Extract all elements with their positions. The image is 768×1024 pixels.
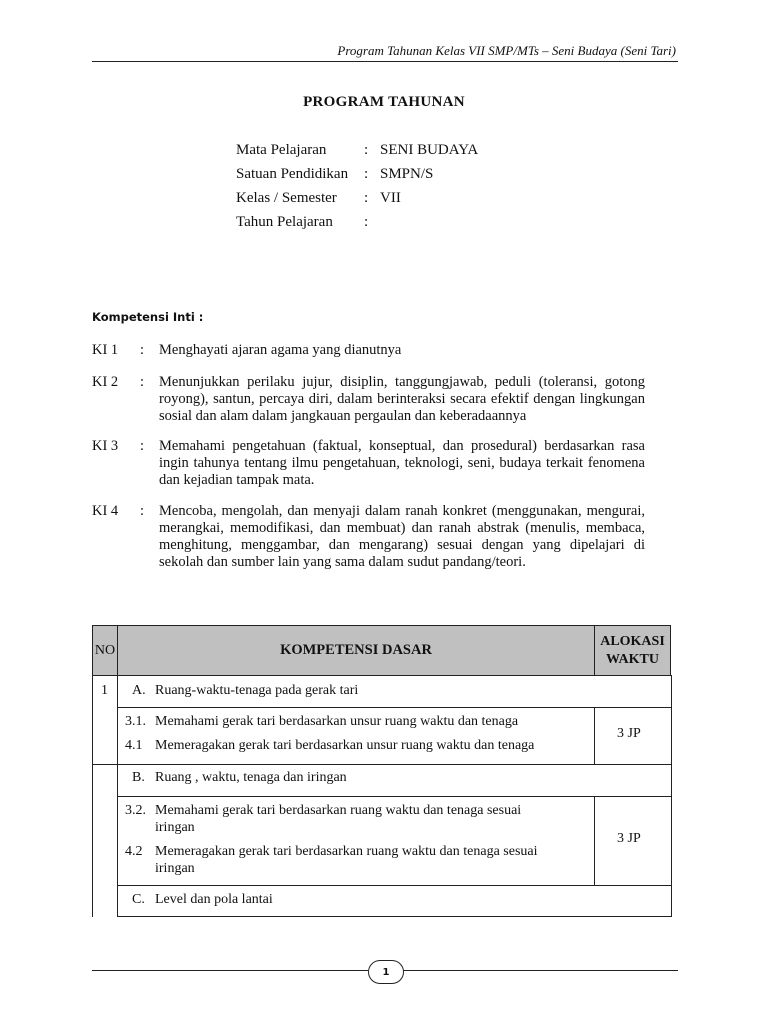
ki-label: KI 3	[92, 438, 119, 454]
alokasi-value: 3 JP	[617, 726, 641, 741]
header-alokasi-line2: WAKTU	[606, 651, 659, 667]
info-row-subject	[236, 142, 478, 166]
info-label: Tahun Pelajaran	[236, 214, 333, 230]
section-letter: C.	[132, 892, 145, 907]
table-border	[117, 796, 672, 797]
info-row-year	[236, 214, 478, 238]
table-border	[117, 916, 672, 917]
ki-colon: :	[140, 438, 145, 454]
running-header: Program Tahunan Kelas VII SMP/MTs – Seni Budaya (Seni Tari)	[337, 43, 676, 58]
kd-text-continued: iringan	[155, 820, 195, 835]
kd-number: 3.1.	[125, 714, 146, 729]
section-title: Level dan pola lantai	[155, 892, 273, 907]
ki-colon: :	[140, 374, 145, 390]
table-border	[92, 764, 672, 765]
info-colon: :	[364, 190, 369, 206]
ki-text: Memahami pengetahuan (faktual, konseptual, dan prosedural) berdasarkan rasa ingin tahunya tentang ilmu pengetahuan, teknologi, seni, budaya terkait fenomena dan kejadian tampak mata.	[159, 438, 645, 488]
info-colon: :	[364, 214, 369, 230]
info-colon: :	[364, 166, 369, 182]
kd-number: 3.2.	[125, 803, 146, 818]
ki-label: KI 4	[92, 503, 119, 519]
table-border	[117, 707, 672, 708]
ki-colon: :	[140, 503, 145, 519]
info-label: Kelas / Semester	[236, 190, 337, 206]
section-letter: A.	[132, 683, 146, 698]
header-alokasi-line1: ALOKASI	[600, 633, 665, 649]
ki-text: Menunjukkan perilaku jujur, disiplin, tanggungjawab, peduli (toleransi, gotong royong), santun, percaya diri, dalam berinteraksi secara efektif dengan lingkungan sosial dan alam dalam jangkauan pergaulan dan keberadaannya	[159, 374, 645, 424]
footer-rule-right	[402, 970, 678, 971]
info-colon: :	[364, 142, 369, 158]
kd-number: 4.2	[125, 844, 143, 859]
row-number: 1	[101, 683, 108, 698]
ki-label: KI 2	[92, 374, 119, 390]
info-row-class	[236, 190, 478, 214]
header-alokasi-waktu	[594, 625, 671, 676]
info-label: Mata Pelajaran	[236, 142, 327, 158]
section-letter: B.	[132, 770, 145, 785]
table-border	[594, 707, 595, 764]
info-block	[236, 142, 478, 238]
ki-label: KI 1	[92, 342, 119, 358]
ki-heading: Kompetensi Inti :	[92, 310, 204, 324]
footer-rule-left	[92, 970, 368, 971]
page-number: 1	[368, 960, 404, 984]
ki-item	[92, 342, 645, 359]
kd-text-continued: iringan	[155, 861, 195, 876]
info-value: VII	[380, 190, 401, 206]
info-row-school	[236, 166, 478, 190]
ki-item	[92, 503, 645, 571]
section-title: Ruang-waktu-tenaga pada gerak tari	[155, 683, 359, 698]
header-kompetensi-dasar: KOMPETENSI DASAR	[117, 625, 595, 676]
section-title: Ruang , waktu, tenaga dan iringan	[155, 770, 347, 785]
header-rule	[92, 61, 678, 62]
kd-text: Memahami gerak tari berdasarkan ruang waktu dan tenaga sesuai	[155, 803, 522, 818]
alokasi-value: 3 JP	[617, 831, 641, 846]
info-value: SMPN/S	[380, 166, 434, 182]
ki-text: Menghayati ajaran agama yang dianutnya	[159, 342, 402, 358]
kd-text: Memeragakan gerak tari berdasarkan unsur ruang waktu dan tenaga	[155, 738, 535, 753]
ki-colon: :	[140, 342, 145, 358]
ki-item	[92, 438, 645, 489]
document-title: PROGRAM TAHUNAN	[303, 94, 465, 110]
header-no: NO	[92, 625, 118, 676]
table-border	[594, 796, 595, 885]
table-border	[92, 675, 93, 917]
kd-text: Memeragakan gerak tari berdasarkan ruang waktu dan tenaga sesuai	[155, 844, 538, 859]
info-label: Satuan Pendidikan	[236, 166, 349, 182]
info-value: SENI BUDAYA	[380, 142, 479, 158]
kd-text: Memahami gerak tari berdasarkan unsur ruang waktu dan tenaga	[155, 714, 519, 729]
kd-number: 4.1	[125, 738, 143, 753]
ki-text: Mencoba, mengolah, dan menyaji dalam ranah konkret (menggunakan, mengurai, merangkai, memodifikasi, dan membuat) dan ranah abstrak (menulis, membaca, menghitung, menggambar, dan mengarang) sesuai dengan yang dipelajari di sekolah dan sumber lain yang sama dalam sudut pandang/teori.	[159, 503, 645, 570]
table-border	[117, 885, 672, 886]
ki-item	[92, 374, 645, 425]
